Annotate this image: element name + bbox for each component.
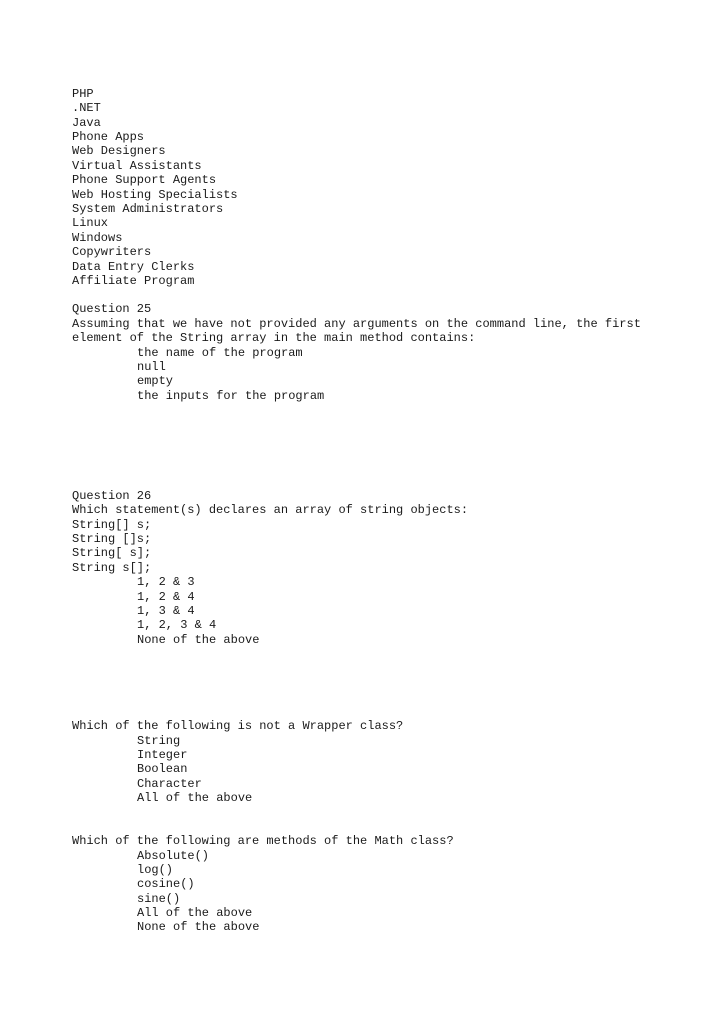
question-text: Assuming that we have not provided any arguments on the command line, the first <box>72 317 641 331</box>
answer-option: sine() <box>137 892 181 906</box>
answer-option: empty <box>137 374 174 388</box>
answer-option: All of the above <box>137 906 253 920</box>
code-line: String []s; <box>72 532 152 546</box>
category-item: Phone Support Agents <box>72 173 217 187</box>
category-item: Java <box>72 116 101 130</box>
category-item: Windows <box>72 231 123 245</box>
question-heading: Question 26 <box>72 489 152 503</box>
category-item: Virtual Assistants <box>72 159 202 173</box>
code-line: String[] s; <box>72 518 152 532</box>
code-line: String[ s]; <box>72 546 152 560</box>
question-text: Which statement(s) declares an array of string objects: <box>72 503 469 517</box>
answer-option: 1, 2, 3 & 4 <box>137 618 217 632</box>
answer-option: the name of the program <box>137 346 303 360</box>
answer-option: Absolute() <box>137 849 210 863</box>
question-text: Which of the following is not a Wrapper class? <box>72 719 404 733</box>
category-item: Web Designers <box>72 144 166 158</box>
category-item: System Administrators <box>72 202 224 216</box>
answer-option: cosine() <box>137 877 195 891</box>
category-item: Linux <box>72 216 109 230</box>
answer-option: 1, 2 & 4 <box>137 590 195 604</box>
answer-option: Boolean <box>137 762 188 776</box>
answer-option: Character <box>137 777 202 791</box>
answer-option: the inputs for the program <box>137 389 325 403</box>
category-item: Data Entry Clerks <box>72 260 195 274</box>
answer-option: All of the above <box>137 791 253 805</box>
answer-option: Integer <box>137 748 188 762</box>
question-heading: Question 25 <box>72 302 152 316</box>
answer-option: String <box>137 734 181 748</box>
answer-option: log() <box>137 863 174 877</box>
answer-option: None of the above <box>137 920 260 934</box>
category-item: .NET <box>72 101 101 115</box>
code-line: String s[]; <box>72 561 152 575</box>
answer-option: null <box>137 360 166 374</box>
category-item: Web Hosting Specialists <box>72 188 238 202</box>
answer-option: 1, 2 & 3 <box>137 575 195 589</box>
category-item: PHP <box>72 87 94 101</box>
question-text: Which of the following are methods of the Math class? <box>72 834 454 848</box>
answer-option: 1, 3 & 4 <box>137 604 195 618</box>
category-item: Affiliate Program <box>72 274 195 288</box>
question-text: element of the String array in the main method contains: <box>72 331 476 345</box>
category-item: Phone Apps <box>72 130 145 144</box>
category-item: Copywriters <box>72 245 152 259</box>
answer-option: None of the above <box>137 633 260 647</box>
